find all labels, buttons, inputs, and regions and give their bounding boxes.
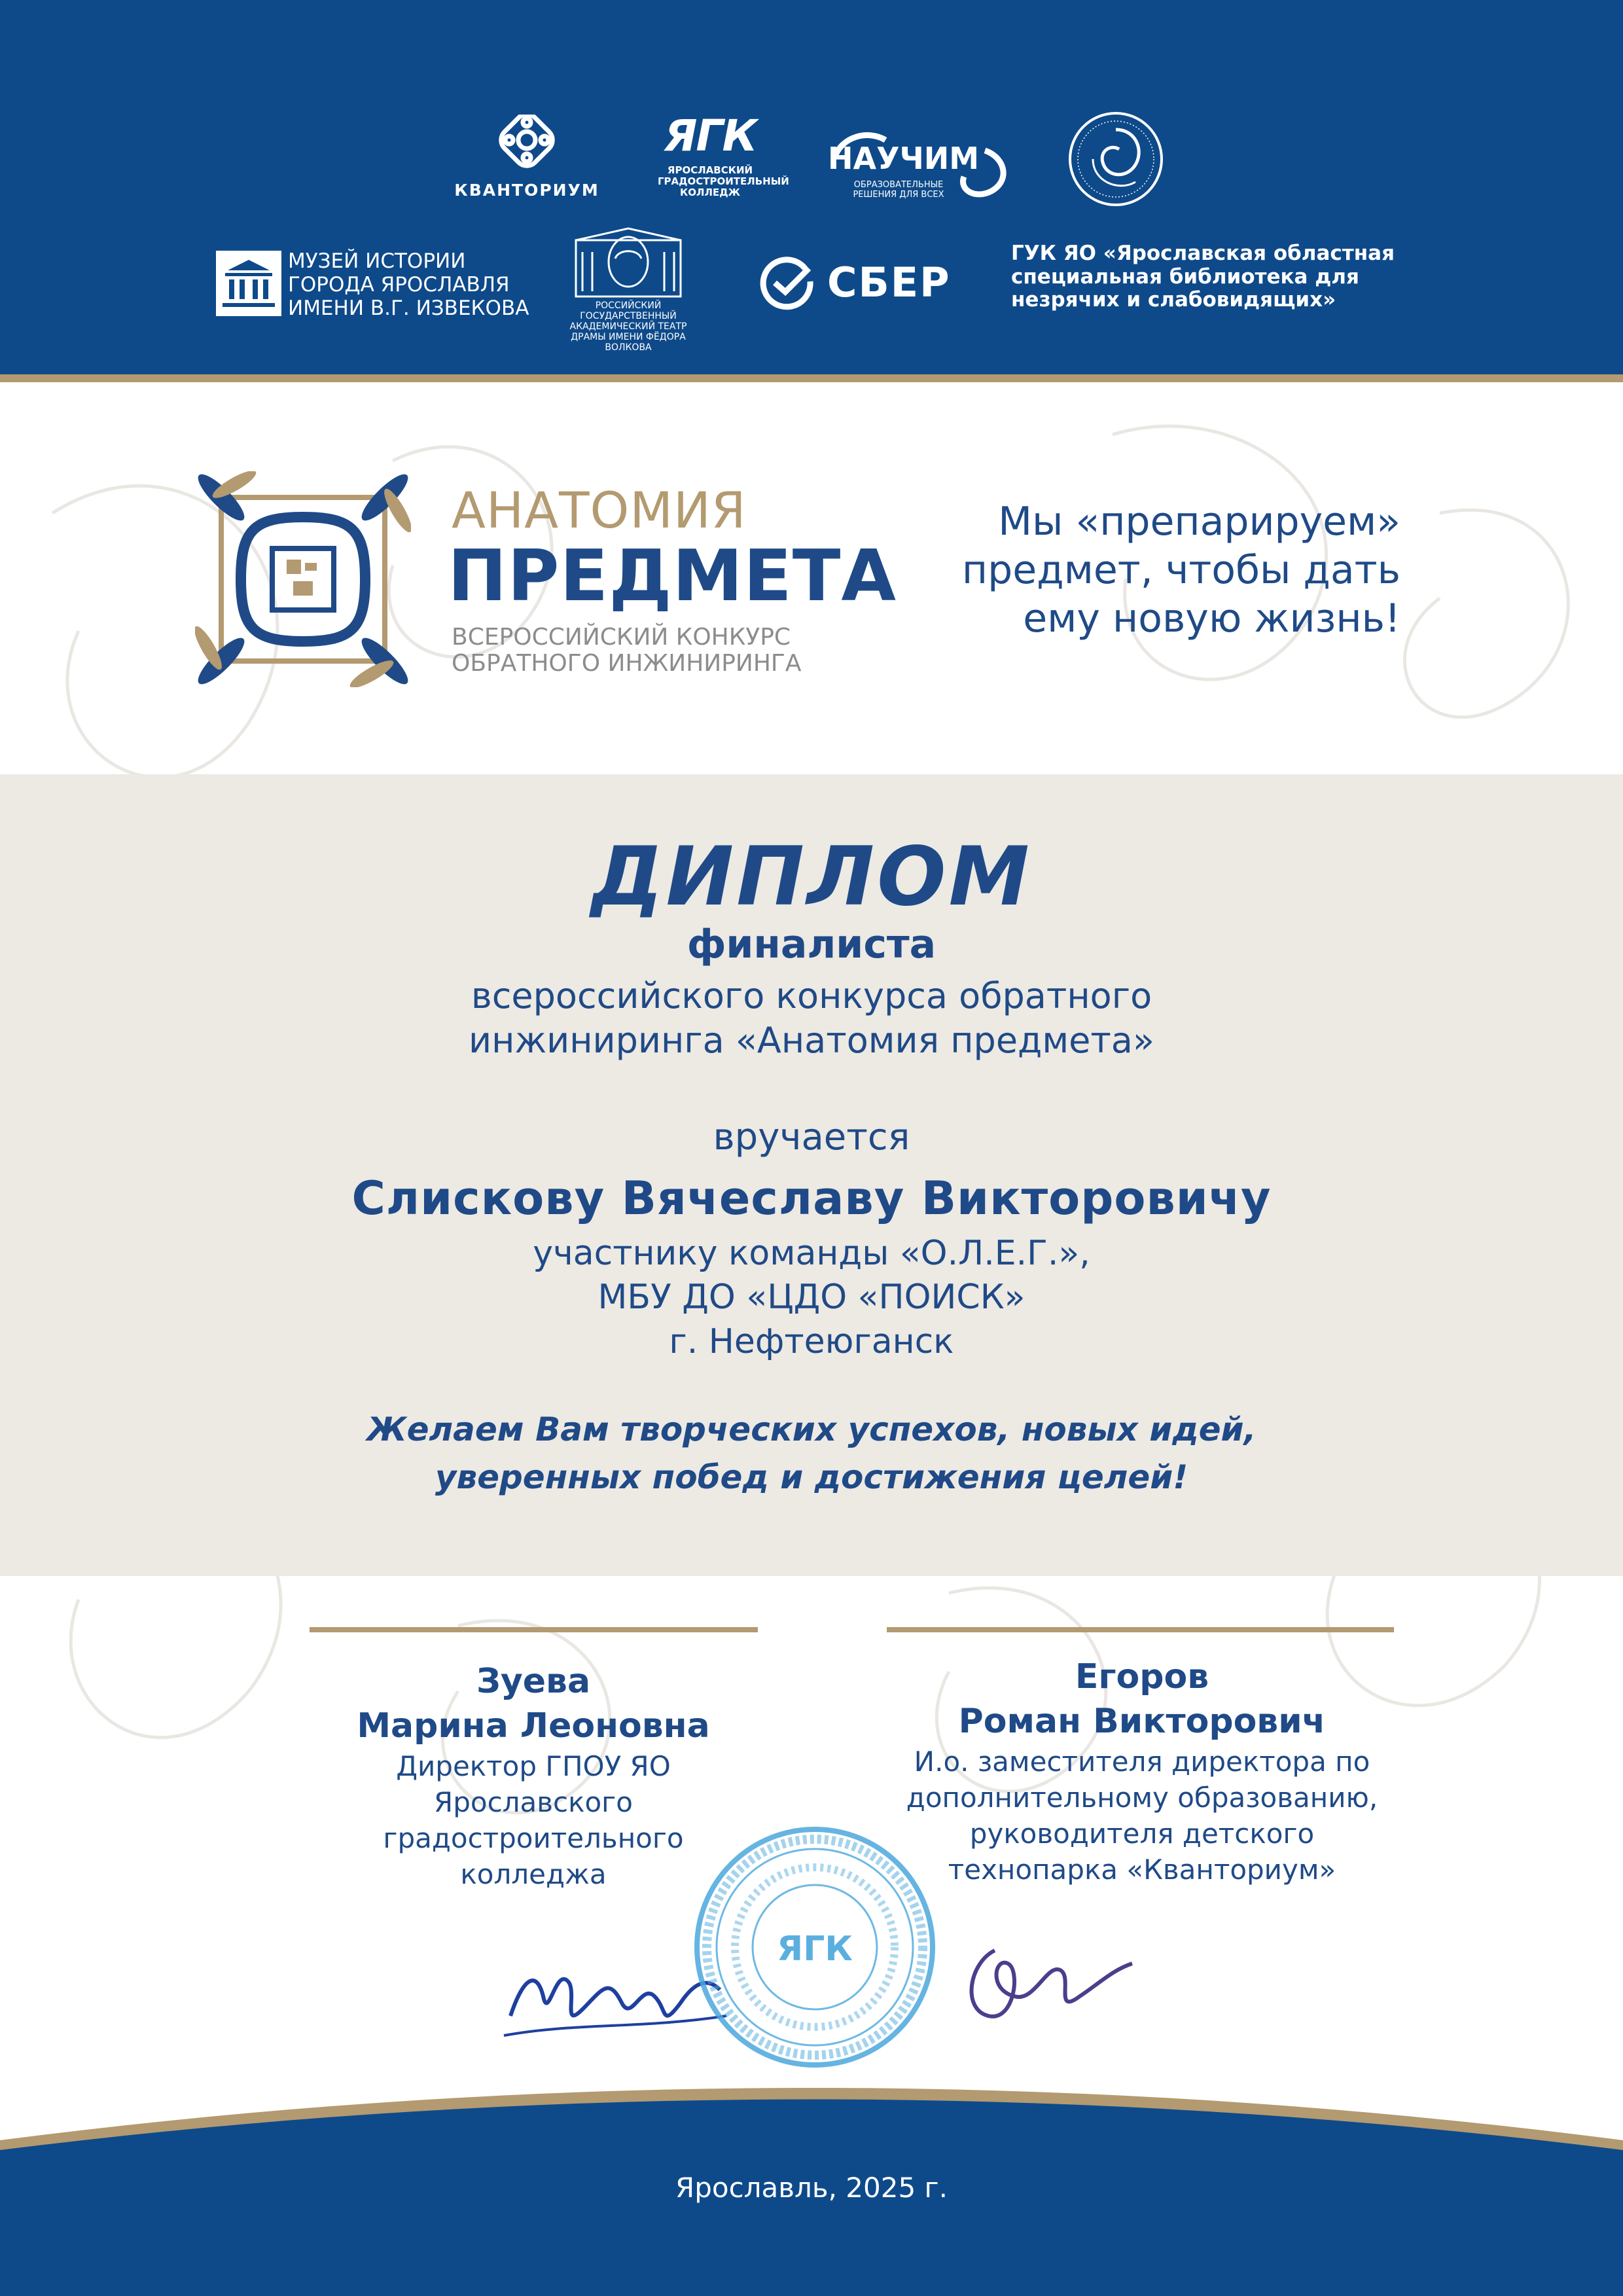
slogan-line2: предмет, чтобы дать [961,547,1400,593]
stamp-center-text: ЯГК [777,1929,853,1969]
official-stamp [690,1823,939,2072]
kvantorium-label: КВАНТОРИУМ [454,181,599,200]
library-line3: незрячих и слабовидящих» [1011,288,1336,312]
ygk-logo [645,111,789,209]
ygk-full-name: ЯРОСЛАВСКИЙ ГРАДОСТРОИТЕЛЬНЫЙ КОЛЛЕДЖ [658,164,789,199]
slogan-line3: ему новую жизнь! [1023,596,1400,641]
museum-building-icon [216,251,281,316]
recipient-name: Слискову Вячеславу Викторовичу [351,1172,1272,1225]
nauchim-label: НАУЧИМ [828,141,980,176]
museum-line1: МУЗЕЙ ИСТОРИИ [288,249,466,273]
slogan-line1: Мы «препарируем» [998,499,1400,545]
kvantorium-logo [445,115,609,206]
sber-label: СБЕР [827,259,951,306]
diploma-kind: финалиста [687,922,936,967]
sber-check-icon [759,255,815,312]
spiral-seal-logo [1067,110,1165,208]
signer-right-surname: Егоров [1075,1657,1209,1696]
sber-logo [759,254,969,313]
signer-left-role-line4: колледжа [460,1858,607,1890]
header-gold-divider [0,374,1623,382]
signer-left-divider [310,1627,758,1632]
theatre-logo [563,226,694,353]
signer-right-divider [887,1627,1394,1632]
brand-title-main: ПРЕДМЕТА [448,535,897,617]
theatre-portrait-icon [563,226,694,298]
brand-slogan [890,497,1400,643]
signer-left-surname: Зуева [476,1662,591,1701]
library-name [1011,242,1469,312]
recipient-team: участнику команды «О.Л.Е.Г.», [533,1234,1090,1273]
signer-right-role-line1: И.о. заместителя директора по [914,1746,1370,1778]
awarded-label: вручается [713,1116,910,1158]
signer-left-role-line3: градостроительного [383,1822,684,1854]
signer-right [864,1655,1420,1888]
diploma-title: ДИПЛОМ [591,830,1032,924]
library-line2: специальная библиотека для [1011,264,1359,289]
recipient-city: г. Нефтеюганск [669,1322,954,1361]
signer-right-role-line4: технопарка «Кванториум» [948,1854,1336,1886]
signature-right [949,1924,1139,2042]
brand-subtitle-line1: ВСЕРОССИЙСКИЙ КОНКУРС [452,624,791,651]
museum-line3: ИМЕНИ В.Г. ИЗВЕКОВА [288,296,529,320]
brand-subtitle-line2: ОБРАТНОГО ИНЖИНИРИНГА [452,650,802,677]
museum-line2: ГОРОДА ЯРОСЛАВЛЯ [288,273,510,296]
wish-line1: Желаем Вам творческих успехов, новых идей, [366,1410,1257,1448]
nauchim-sub: ОБРАЗОВАТЕЛЬНЫЕ РЕШЕНИЯ ДЛЯ ВСЕХ [853,180,944,200]
signer-left-role-line2: Ярославского [434,1786,633,1818]
library-line1: ГУК ЯО «Ярославская областная [1011,242,1395,265]
signer-right-role-line3: руководителя детского [969,1818,1315,1850]
wish-line2: уверенных побед и достижения целей! [435,1458,1188,1496]
anatomy-drone-logo [195,471,411,687]
kvantorium-icon [445,115,609,173]
signer-left-name: Марина Леоновна [357,1706,710,1746]
diploma-desc-line1: всероссийского конкурса обратного [471,975,1152,1016]
diploma-desc-line2: инжиниринга «Анатомия предмета» [469,1020,1154,1061]
theatre-name: РОССИЙСКИЙ ГОСУДАРСТВЕННЫЙ АКАДЕМИЧЕСКИЙ ТЕАТР ДРАМЫ ИМЕНИ ФЁДОРА ВОЛКОВА [569,300,687,353]
footer-place-date: Ярославль, 2025 г. [675,2172,948,2204]
recipient-org: МБУ ДО «ЦДО «ПОИСК» [597,1278,1026,1317]
museum-logo [216,247,530,319]
brand-title-top: АНАТОМИЯ [452,481,747,539]
nauchim-logo [808,118,1024,203]
signer-right-role-line2: дополнительному образованию, [906,1782,1378,1814]
ygk-mark: ЯГК [664,111,757,161]
signer-left-role-line1: Директор ГПОУ ЯО [396,1750,671,1782]
signer-right-name: Роман Викторович [958,1702,1326,1741]
